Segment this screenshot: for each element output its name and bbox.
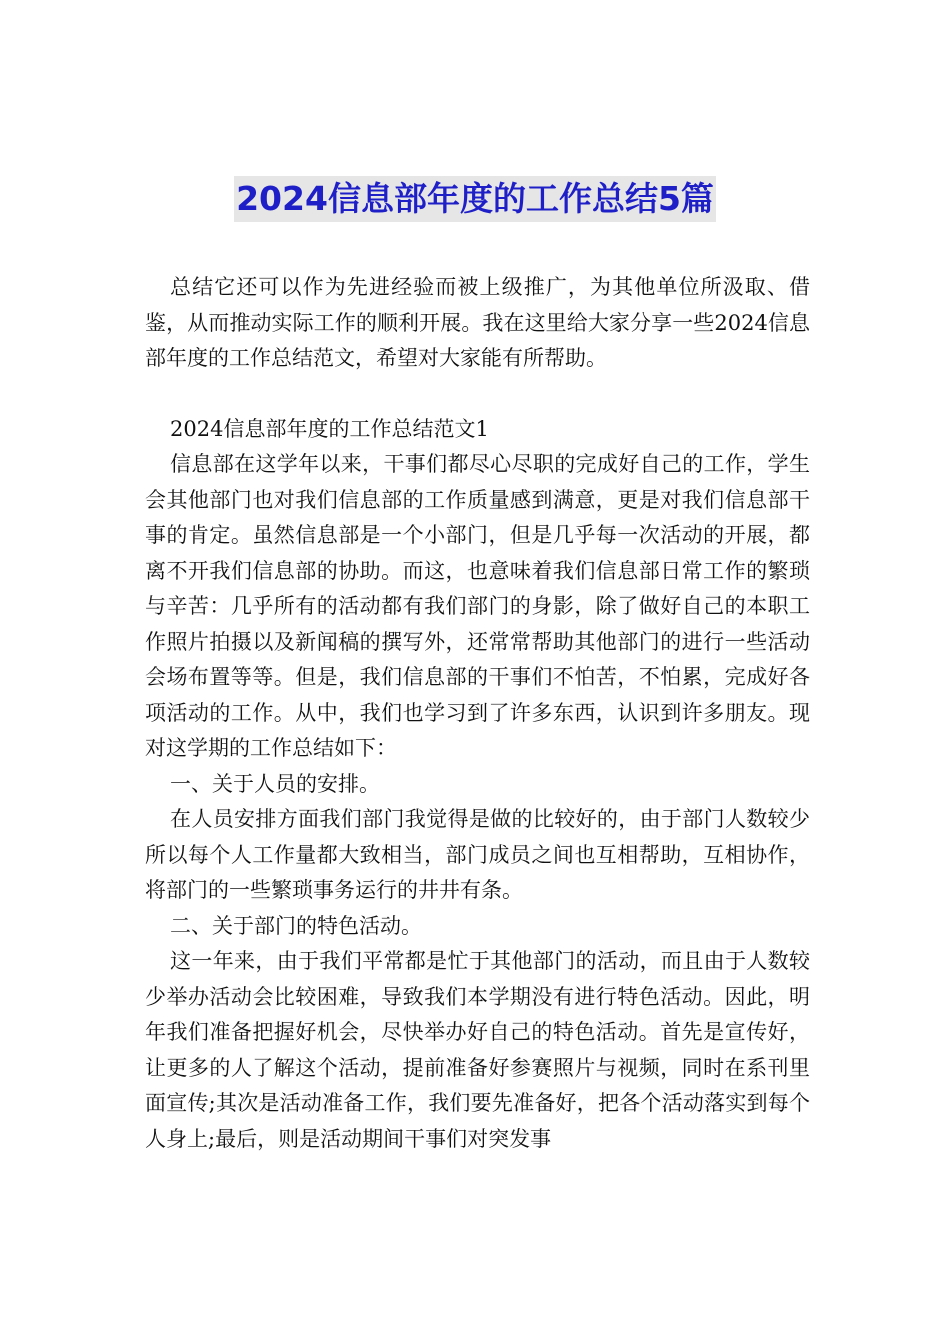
section-heading: 2024信息部年度的工作总结范文1	[170, 416, 489, 441]
document-title: 2024信息部年度的工作总结5篇	[234, 176, 716, 222]
subheading: 二、关于部门的特色活动。	[170, 913, 422, 938]
body-paragraph: 在人员安排方面我们部门我觉得是做的比较好的，由于部门人数较少所以每个人工作量都大致相当，部门成员之间也互相帮助，互相协作，将部门的一些繁琐事务运行的井井有条。	[145, 807, 810, 902]
subheading: 一、关于人员的安排。	[170, 771, 380, 796]
document-body	[145, 270, 810, 1157]
body-paragraph: 这一年来，由于我们平常都是忙于其他部门的活动，而且由于人数较少举办活动会比较困难，导致我们本学期没有进行特色活动。因此，明年我们准备把握好机会，尽快举办好自己的特色活动。首先是宣传好，让更多的人了解这个活动，提前准备好参赛照片与视频，同时在系刊里面宣传;其次是活动准备工作，我们要先准备好，把各个活动落实到每个人身上;最后，则是活动期间干事们对突发事	[145, 949, 810, 1151]
intro-paragraph: 总结它还可以作为先进经验而被上级推广，为其他单位所汲取、借鉴，从而推动实际工作的顺利开展。我在这里给大家分享一些2024信息部年度的工作总结范文，希望对大家能有所帮助。	[145, 275, 810, 370]
title-wrap	[0, 176, 950, 222]
body-paragraph: 信息部在这学年以来，干事们都尽心尽职的完成好自己的工作，学生会其他部门也对我们信息部的工作质量感到满意，更是对我们信息部干事的肯定。虽然信息部是一个小部门，但是几乎每一次活动的开展，都离不开我们信息部的协助。而这，也意味着我们信息部日常工作的繁琐与辛苦：几乎所有的活动都有我们部门的身影，除了做好自己的本职工作照片拍摄以及新闻稿的撰写外，还常常帮助其他部门的进行一些活动会场布置等等。但是，我们信息部的干事们不怕苦，不怕累，完成好各项活动的工作。从中，我们也学习到了许多东西，认识到许多朋友。现对这学期的工作总结如下：	[145, 452, 810, 760]
